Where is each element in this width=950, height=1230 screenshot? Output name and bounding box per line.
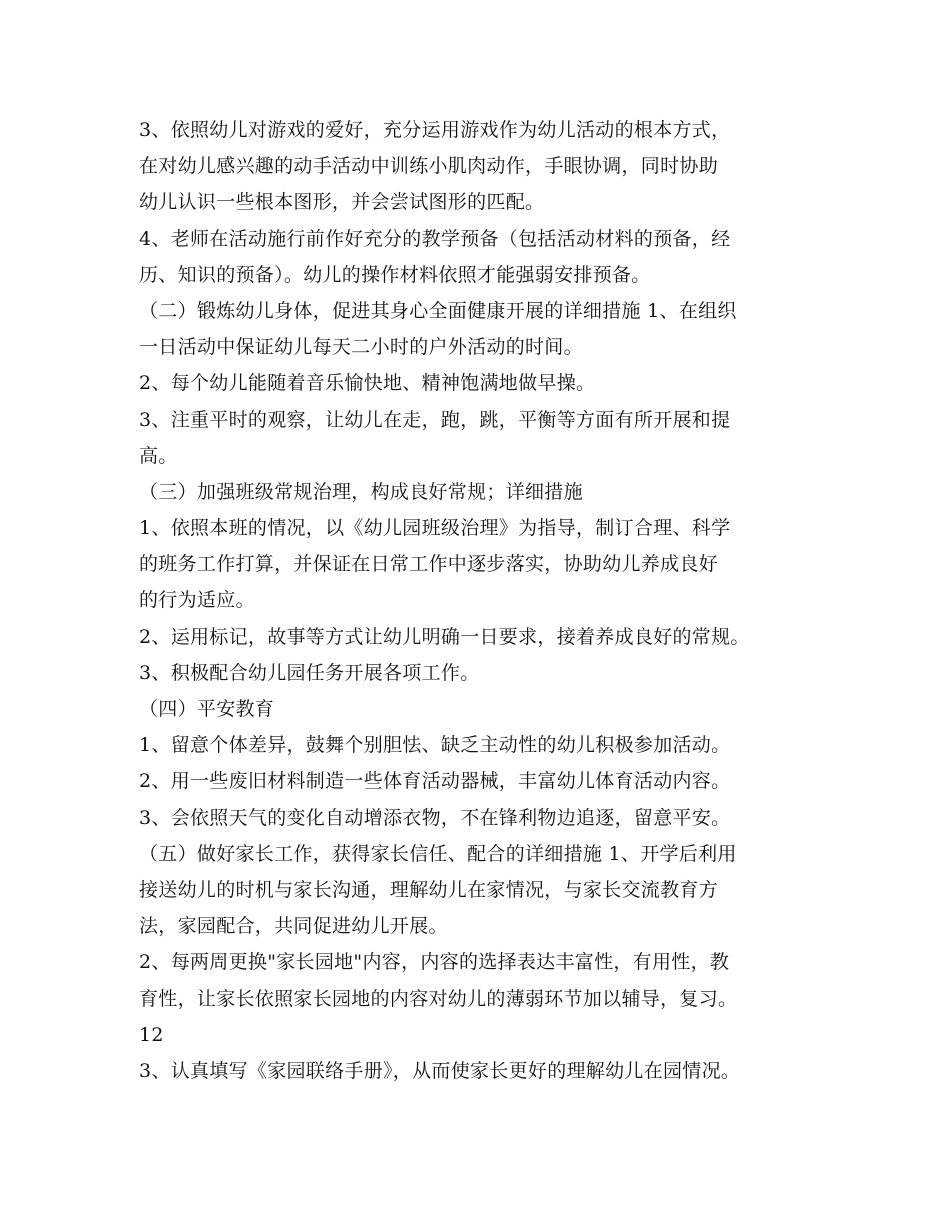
text-line: 3、积极配合幼儿园任务开展各项工作。 (139, 661, 480, 684)
text-line: 2、每个幼儿能随着音乐愉快地、精神饱满地做早操。 (139, 372, 596, 395)
text-line: 1、依照本班的情况，以《幼儿园班级治理》为指导，制订合理、科学 (139, 517, 731, 540)
section-heading-line: （二）锻炼幼儿身体，促进其身心全面健康开展的详细措施 1、在组织 (139, 299, 737, 322)
page-number-line: 12 (139, 1023, 164, 1046)
text-line: 3、注重平时的观察，让幼儿在走，跑，跳，平衡等方面有所开展和提 (139, 408, 731, 431)
section-heading-line: （三）加强班级常规治理，构成良好常规；详细措施 (139, 480, 583, 503)
text-line: 1、留意个体差异，鼓舞个别胆怯、缺乏主动性的幼儿积极参加活动。 (139, 734, 731, 757)
text-line: 4、老师在活动施行前作好充分的教学预备（包括活动材料的预备，经 (139, 227, 731, 250)
section-heading-line: （四）平安教育 (139, 698, 275, 720)
document-body (139, 112, 839, 1089)
text-line: 幼儿认识一些根本图形，并会尝试图形的匹配。 (139, 191, 545, 214)
text-line: 的班务工作打算，并保证在日常工作中逐步落实，协助幼儿养成良好 (139, 553, 719, 576)
text-line: 3、认真填写《家园联络手册》，从而使家长更好的理解幼儿在园情况。 (139, 1059, 741, 1082)
text-line: 在对幼儿感兴趣的动手活动中训练小肌肉动作，手眼协调，同时协助 (139, 155, 719, 178)
text-line: 2、每两周更换"家长园地"内容，内容的选择表达丰富性，有用性，教 (139, 951, 730, 974)
section-heading-line: （五）做好家长工作，获得家长信任、配合的详细措施 1、开学后利用 (139, 842, 737, 865)
text-line: 2、用一些废旧材料制造一些体育活动器械，丰富幼儿体育活动内容。 (139, 770, 731, 793)
text-line: 的行为适应。 (139, 589, 255, 612)
text-line: 3、依照幼儿对游戏的爱好，充分运用游戏作为幼儿活动的根本方式， (139, 119, 731, 141)
text-line: 历、知识的预备）。幼儿的操作材料依照才能强弱安排预备。 (139, 263, 651, 286)
text-line: 高。 (139, 444, 178, 467)
text-line: 2、运用标记，故事等方式让幼儿明确一日要求，接着养成良好的常规。 (139, 625, 750, 648)
text-line: 3、会依照天气的变化自动增添衣物，不在锋利物边追逐，留意平安。 (139, 806, 731, 829)
text-line: 法，家园配合，共同促进幼儿开展。 (139, 915, 448, 938)
text-line: 一日活动中保证幼儿每天二小时的户外活动的时间。 (139, 336, 583, 359)
text-line: 接送幼儿的时机与家长沟通，理解幼儿在家情况，与家长交流教育方 (139, 878, 719, 901)
text-line: 育性，让家长依照家长园地的内容对幼儿的薄弱环节加以辅导，复习。 (139, 987, 738, 1010)
